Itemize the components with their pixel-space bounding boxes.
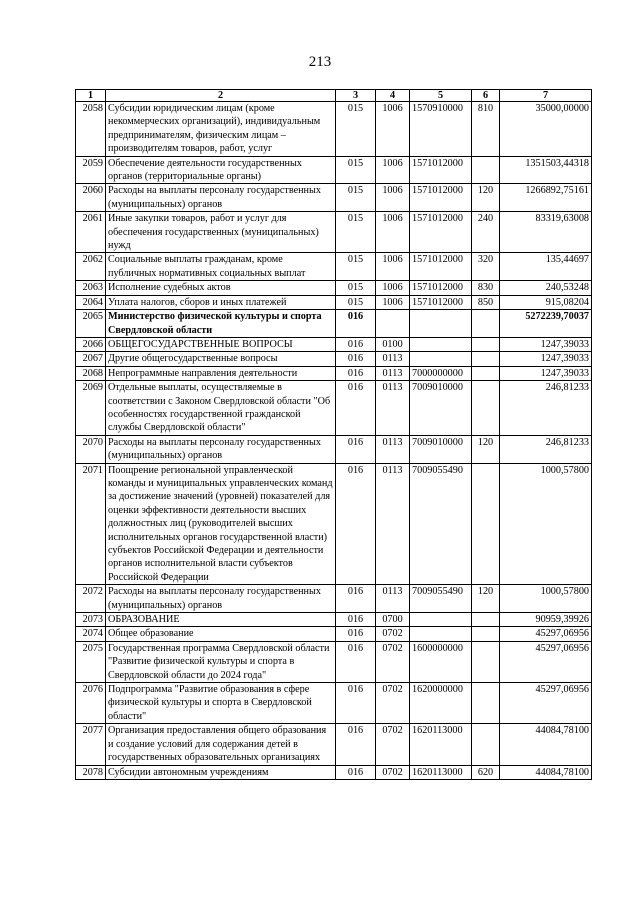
row-name: Субсидии автономным учреждениям	[106, 765, 336, 779]
table-row	[76, 585, 592, 613]
row-name: Общее образование	[106, 627, 336, 641]
row-ved-code: 016	[336, 724, 376, 765]
row-target-code	[410, 337, 472, 351]
row-name: Организация предоставления общего образования и создание условий для содержания детей в государственных образовательных организациях	[106, 724, 336, 765]
row-expense-type: 850	[472, 295, 500, 309]
row-target-code: 7009055490	[410, 585, 472, 613]
row-amount: 45297,06956	[500, 627, 592, 641]
row-ved-code: 016	[336, 585, 376, 613]
row-target-code	[410, 627, 472, 641]
table-row	[76, 435, 592, 463]
table-row	[76, 184, 592, 212]
row-target-code	[410, 352, 472, 366]
row-section-code: 1006	[376, 295, 410, 309]
row-ved-code: 015	[336, 253, 376, 281]
row-number: 2063	[76, 281, 106, 295]
row-name: ОБРАЗОВАНИЕ	[106, 613, 336, 627]
row-section-code: 0113	[376, 381, 410, 436]
table-row	[76, 352, 592, 366]
row-expense-type: 120	[472, 585, 500, 613]
row-name: Обеспечение деятельности государственных органов (территориальные органы)	[106, 156, 336, 184]
row-section-code: 1006	[376, 212, 410, 253]
row-target-code: 1571012000	[410, 212, 472, 253]
row-ved-code: 016	[336, 765, 376, 779]
row-expense-type: 120	[472, 184, 500, 212]
row-section-code: 0700	[376, 613, 410, 627]
row-target-code: 1571012000	[410, 156, 472, 184]
header-col-5: 5	[410, 90, 472, 102]
row-name: Государственная программа Свердловской области "Развитие физической культуры и спорта в Свердловской области до 2024 года"	[106, 641, 336, 682]
row-number: 2058	[76, 102, 106, 157]
row-number: 2065	[76, 310, 106, 338]
row-target-code: 7009010000	[410, 381, 472, 436]
row-number: 2062	[76, 253, 106, 281]
row-amount: 83319,63008	[500, 212, 592, 253]
row-ved-code: 016	[336, 463, 376, 585]
row-section-code	[376, 310, 410, 338]
row-expense-type: 810	[472, 102, 500, 157]
row-amount: 90959,39926	[500, 613, 592, 627]
row-expense-type: 620	[472, 765, 500, 779]
table-row	[76, 253, 592, 281]
budget-table	[75, 89, 592, 780]
header-col-1: 1	[76, 90, 106, 102]
row-amount: 1351503,44318	[500, 156, 592, 184]
row-number: 2070	[76, 435, 106, 463]
row-section-code: 1006	[376, 253, 410, 281]
row-target-code: 1571012000	[410, 281, 472, 295]
row-amount: 45297,06956	[500, 683, 592, 724]
row-amount: 915,08204	[500, 295, 592, 309]
row-section-code: 0702	[376, 641, 410, 682]
row-amount: 1247,39033	[500, 352, 592, 366]
row-number: 2078	[76, 765, 106, 779]
row-target-code	[410, 310, 472, 338]
row-section-code: 0100	[376, 337, 410, 351]
table-row	[76, 463, 592, 585]
row-expense-type	[472, 381, 500, 436]
row-ved-code: 016	[336, 627, 376, 641]
row-name: Другие общегосударственные вопросы	[106, 352, 336, 366]
row-name: Непрограммные направления деятельности	[106, 366, 336, 380]
row-amount: 45297,06956	[500, 641, 592, 682]
row-section-code: 0702	[376, 627, 410, 641]
table-row	[76, 613, 592, 627]
row-name: Расходы на выплаты персоналу государственных (муниципальных) органов	[106, 585, 336, 613]
row-number: 2059	[76, 156, 106, 184]
row-ved-code: 015	[336, 295, 376, 309]
row-ved-code: 016	[336, 337, 376, 351]
table-row	[76, 381, 592, 436]
row-section-code: 0113	[376, 366, 410, 380]
row-expense-type	[472, 463, 500, 585]
row-number: 2066	[76, 337, 106, 351]
table-row	[76, 102, 592, 157]
row-name: Министерство физической культуры и спорта Свердловской области	[106, 310, 336, 338]
row-name: Поощрение региональной управленческой команды и муниципальных управленческих команд за достижение значений (уровней) показателей для оценки эффективности деятельности высших должностных лиц (руководителей высших исполнительных органов государственной власти) субъектов Российской Федерации и деятельности органов исполнительной власти субъектов Российской Федерации	[106, 463, 336, 585]
row-section-code: 1006	[376, 156, 410, 184]
row-section-code: 1006	[376, 281, 410, 295]
row-expense-type: 240	[472, 212, 500, 253]
row-target-code: 1600000000	[410, 641, 472, 682]
row-amount: 246,81233	[500, 381, 592, 436]
row-number: 2060	[76, 184, 106, 212]
row-amount: 1247,39033	[500, 337, 592, 351]
row-target-code: 1620000000	[410, 683, 472, 724]
table-row	[76, 281, 592, 295]
row-expense-type	[472, 156, 500, 184]
row-ved-code: 016	[336, 352, 376, 366]
row-expense-type	[472, 613, 500, 627]
row-amount: 5272239,70037	[500, 310, 592, 338]
row-section-code: 0113	[376, 352, 410, 366]
row-expense-type: 120	[472, 435, 500, 463]
row-section-code: 0702	[376, 683, 410, 724]
row-expense-type	[472, 352, 500, 366]
row-name: Расходы на выплаты персоналу государственных (муниципальных) органов	[106, 184, 336, 212]
row-number: 2073	[76, 613, 106, 627]
row-target-code: 1571012000	[410, 253, 472, 281]
row-ved-code: 016	[336, 366, 376, 380]
row-number: 2064	[76, 295, 106, 309]
header-row	[76, 90, 592, 102]
row-name: Исполнение судебных актов	[106, 281, 336, 295]
table-row	[76, 212, 592, 253]
row-name: Субсидии юридическим лицам (кроме некоммерческих организаций), индивидуальным предпринимателям, физическим лицам – производителям товаров, работ, услуг	[106, 102, 336, 157]
row-amount: 1247,39033	[500, 366, 592, 380]
row-amount: 35000,00000	[500, 102, 592, 157]
row-name: Иные закупки товаров, работ и услуг для обеспечения государственных (муниципальных) нужд	[106, 212, 336, 253]
row-name: Подпрограмма "Развитие образования в сфере физической культуры и спорта в Свердловской области"	[106, 683, 336, 724]
row-number: 2076	[76, 683, 106, 724]
row-number: 2075	[76, 641, 106, 682]
header-col-2: 2	[106, 90, 336, 102]
row-target-code: 1570910000	[410, 102, 472, 157]
row-number: 2071	[76, 463, 106, 585]
row-expense-type: 320	[472, 253, 500, 281]
row-ved-code: 015	[336, 156, 376, 184]
row-number: 2068	[76, 366, 106, 380]
row-ved-code: 016	[336, 381, 376, 436]
row-target-code: 1571012000	[410, 295, 472, 309]
row-name: Социальные выплаты гражданам, кроме публичных нормативных социальных выплат	[106, 253, 336, 281]
row-ved-code: 016	[336, 310, 376, 338]
row-amount: 240,53248	[500, 281, 592, 295]
row-number: 2074	[76, 627, 106, 641]
row-section-code: 0113	[376, 585, 410, 613]
row-target-code	[410, 613, 472, 627]
row-section-code: 1006	[376, 184, 410, 212]
header-col-6: 6	[472, 90, 500, 102]
row-expense-type	[472, 310, 500, 338]
row-expense-type: 830	[472, 281, 500, 295]
row-section-code: 0702	[376, 724, 410, 765]
table-row	[76, 156, 592, 184]
table-row	[76, 641, 592, 682]
table-row	[76, 765, 592, 779]
row-target-code: 1571012000	[410, 184, 472, 212]
table-row	[76, 683, 592, 724]
row-ved-code: 016	[336, 613, 376, 627]
row-amount: 246,81233	[500, 435, 592, 463]
row-section-code: 1006	[376, 102, 410, 157]
header-col-3: 3	[336, 90, 376, 102]
table-row	[76, 295, 592, 309]
row-amount: 44084,78100	[500, 765, 592, 779]
row-section-code: 0113	[376, 463, 410, 585]
table-row	[76, 310, 592, 338]
row-target-code: 1620113000	[410, 724, 472, 765]
row-name: Уплата налогов, сборов и иных платежей	[106, 295, 336, 309]
row-number: 2067	[76, 352, 106, 366]
row-number: 2061	[76, 212, 106, 253]
row-ved-code: 016	[336, 435, 376, 463]
row-amount: 1000,57800	[500, 585, 592, 613]
page-number: 213	[308, 54, 332, 70]
row-ved-code: 015	[336, 212, 376, 253]
row-ved-code: 016	[336, 683, 376, 724]
row-ved-code: 015	[336, 102, 376, 157]
row-ved-code: 015	[336, 281, 376, 295]
row-ved-code: 016	[336, 641, 376, 682]
row-name: Отдельные выплаты, осуществляемые в соответствии с Законом Свердловской области "Об особенностях государственной гражданской службы Свердловской области"	[106, 381, 336, 436]
table-row	[76, 724, 592, 765]
row-expense-type	[472, 641, 500, 682]
row-amount: 135,44697	[500, 253, 592, 281]
row-target-code: 7009010000	[410, 435, 472, 463]
row-name: Расходы на выплаты персоналу государственных (муниципальных) органов	[106, 435, 336, 463]
row-number: 2072	[76, 585, 106, 613]
row-target-code: 7000000000	[410, 366, 472, 380]
row-ved-code: 015	[336, 184, 376, 212]
row-section-code: 0113	[376, 435, 410, 463]
row-amount: 1266892,75161	[500, 184, 592, 212]
row-target-code: 1620113000	[410, 765, 472, 779]
row-name: ОБЩЕГОСУДАРСТВЕННЫЕ ВОПРОСЫ	[106, 337, 336, 351]
row-number: 2077	[76, 724, 106, 765]
table-row	[76, 337, 592, 351]
row-amount: 44084,78100	[500, 724, 592, 765]
table-body	[76, 102, 592, 780]
table-row	[76, 627, 592, 641]
row-expense-type	[472, 724, 500, 765]
header-col-4: 4	[376, 90, 410, 102]
row-number: 2069	[76, 381, 106, 436]
row-expense-type	[472, 337, 500, 351]
header-col-7: 7	[500, 90, 592, 102]
row-expense-type	[472, 683, 500, 724]
row-section-code: 0702	[376, 765, 410, 779]
row-amount: 1000,57800	[500, 463, 592, 585]
row-target-code: 7009055490	[410, 463, 472, 585]
row-expense-type	[472, 366, 500, 380]
table-row	[76, 366, 592, 380]
row-expense-type	[472, 627, 500, 641]
